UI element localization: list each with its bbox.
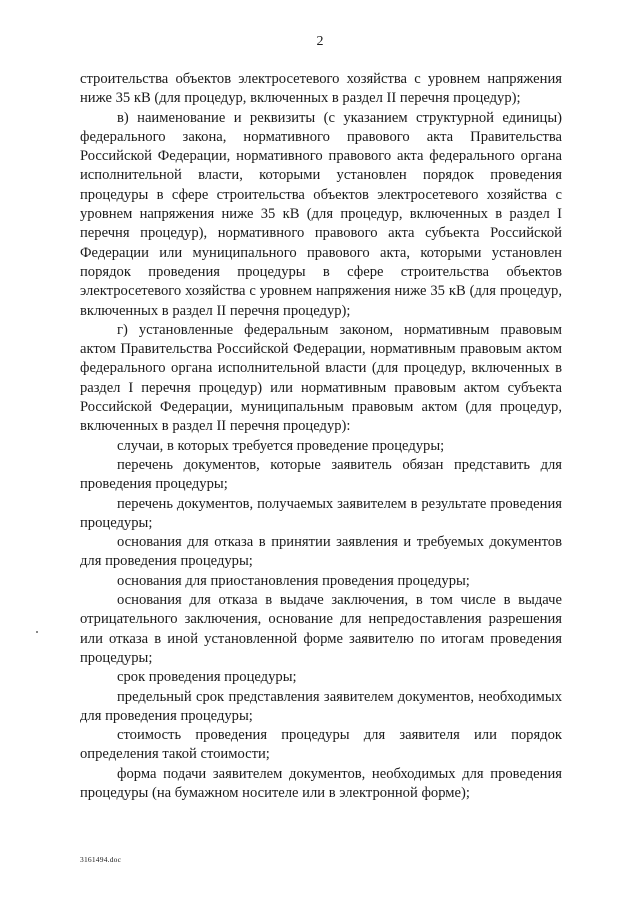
document-body bbox=[80, 70, 562, 803]
paragraph: стоимость проведения процедуры для заявителя или порядок определения такой стоимости; bbox=[80, 727, 562, 763]
paragraph: основания для отказа в принятии заявления и требуемых документов для проведения процедуры; bbox=[80, 534, 562, 570]
paragraph: перечень документов, которые заявитель обязан представить для проведения процедуры; bbox=[80, 456, 562, 493]
paragraph: форма подачи заявителем документов, необходимых для проведения процедуры (на бумажном носителе или в электронной форме); bbox=[80, 765, 562, 801]
page-number: 2 bbox=[316, 34, 324, 49]
margin-mark bbox=[36, 631, 38, 633]
paragraph: основания для приостановления проведения процедуры; bbox=[117, 572, 470, 589]
footer-doc-code: 3161494.doc bbox=[80, 855, 122, 864]
paragraph: перечень документов, получаемых заявителем в результате проведения процедуры; bbox=[80, 495, 562, 531]
paragraph: предельный срок представления заявителем документов, необходимых для проведения процедуры; bbox=[80, 688, 562, 724]
paragraph: основания для отказа в выдаче заключения, в том числе в выдаче отрицательного заключения, основание для непредоставления разрешения или отказа в иной установленной форме заявителю по итогам проведения процедуры; bbox=[80, 592, 562, 666]
paragraph: случаи, в которых требуется проведение процедуры; bbox=[117, 437, 445, 454]
paragraph: строительства объектов электросетевого хозяйства с уровнем напряжения ниже 35 кВ (для процедур, включенных в раздел II перечня процедур); bbox=[80, 71, 562, 107]
paragraph: г) установленные федеральным законом, нормативным правовым актом Правительства Российской Федерации, нормативным правовым актом федерального органа исполнительной власти (для процедур, включенных в раздел I перечня процедур) или нормативным правовым актом субъекта Российской Федерации, муниципальным правовым актом (для процедур, включенных в раздел II перечня процедур): bbox=[80, 321, 562, 435]
paragraph: срок проведения процедуры; bbox=[117, 669, 297, 686]
paragraph: в) наименование и реквизиты (с указанием структурной единицы) федерального закона, нормативного правового акта Правительства Российской Федерации, нормативного правового акта федерального органа исполнительной власти, которыми установлен порядок проведения процедуры в сфере строительства объектов электросетевого хозяйства с уровнем напряжения ниже 35 кВ (для процедур, включенных в раздел I перечня процедур), нормативного правового акта субъекта Российской Федерации или муниципального правового акта, которыми установлен порядок проведения процедуры в сфере строительства объектов электросетевого хозяйства с уровнем напряжения ниже 35 кВ (для процедур, включенных в раздел II перечня процедур); bbox=[80, 109, 562, 319]
